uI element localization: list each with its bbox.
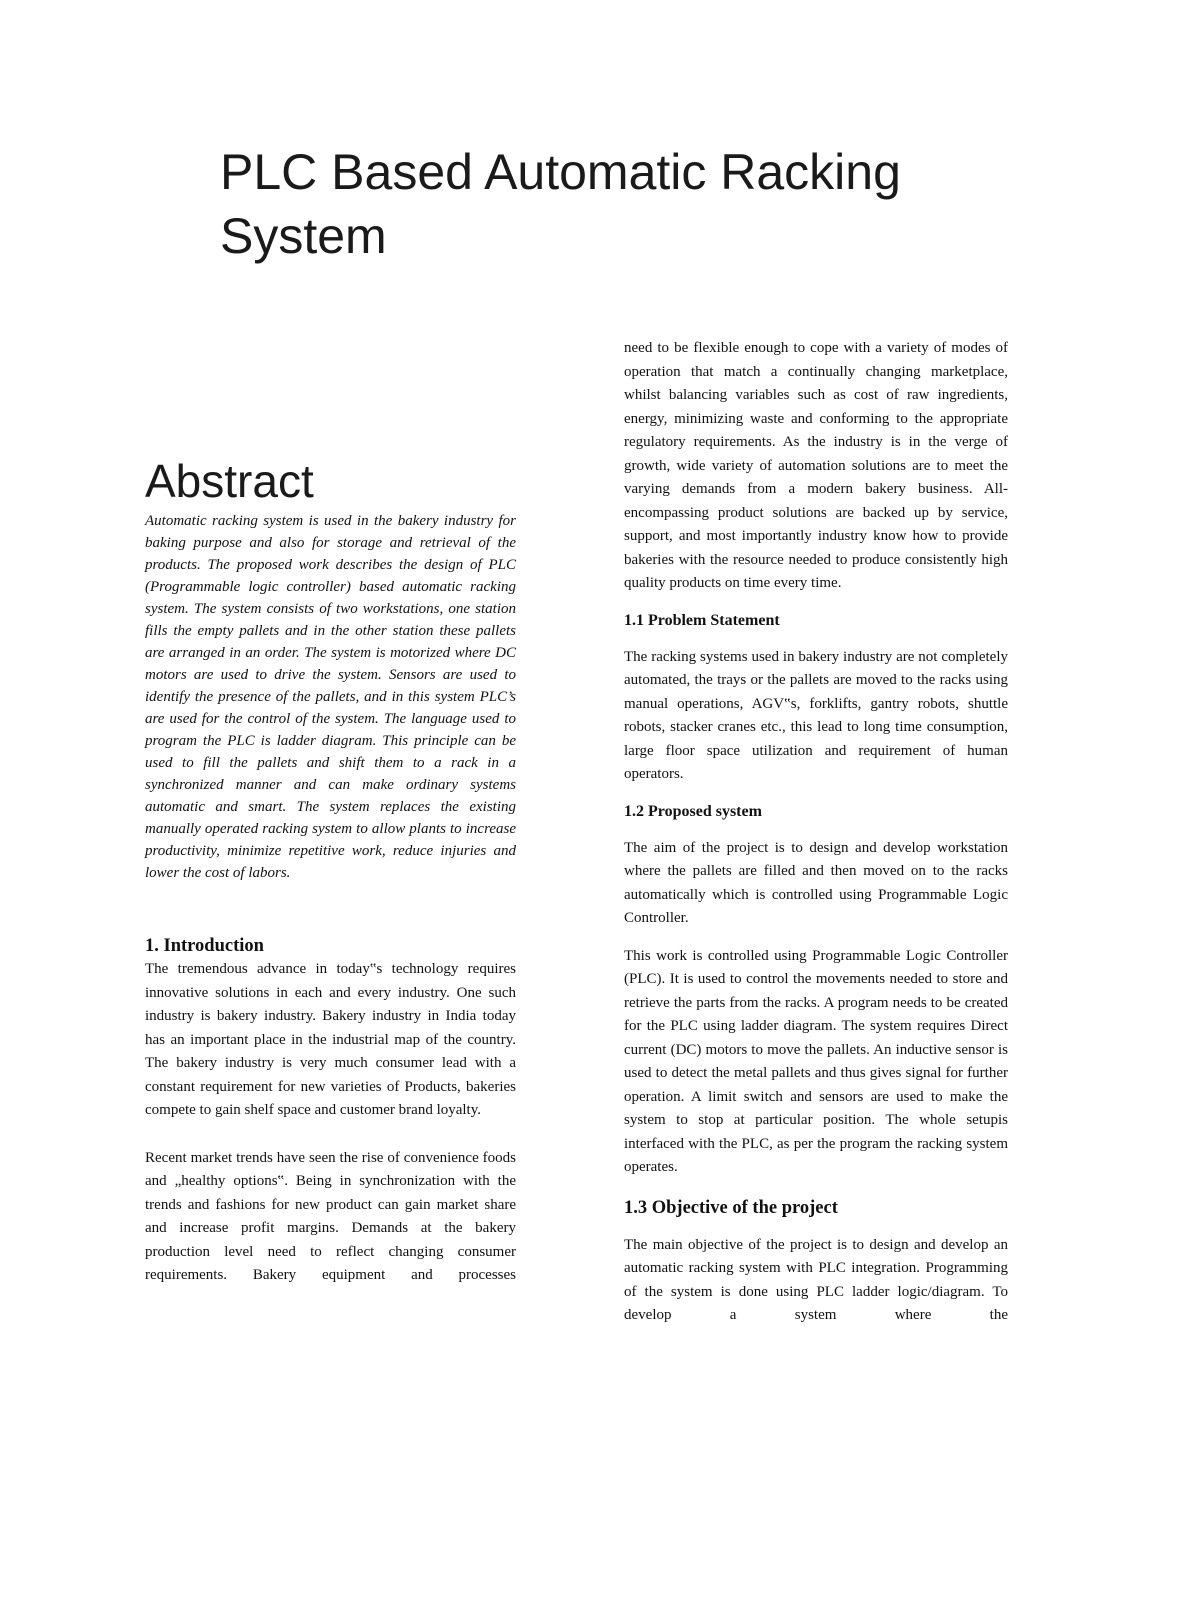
- problem-statement-heading: 1.1 Problem Statement: [624, 611, 780, 629]
- abstract-heading: Abstract: [145, 455, 314, 507]
- proposed-system-paragraph-2: This work is controlled using Programmable Logic Controller (PLC). It is used to control the movements needed to store and retrieve the parts from the racks. A program needs to be created for the PLC using ladder diagram. The system requires Direct current (DC) motors to move the pallets. An inductive sensor is used to detect the metal pallets and thus gives signal for further operation. A limit switch and sensors are used to make the system to stop at particular position. The whole setupis interfaced with the PLC, as per the program the racking system operates.: [624, 947, 1008, 1175]
- introduction-paragraph-2-continued: need to be flexible enough to cope with a variety of modes of operation that match a continually changing marketplace, whilst balancing variables such as cost of raw ingredients, energy, minimizing waste and conforming to the appropriate regulatory requirements. As the industry is in the verge of growth, wide variety of automation solutions are to meet the varying demands from a modern bakery business. All-encompassing product solutions are backed up by service, support, and most importantly industry know how to provide bakeries with the resource needed to produce consistently high quality products on time every time.: [624, 340, 1008, 591]
- introduction-heading: 1. Introduction: [145, 936, 264, 956]
- problem-statement-text: The racking systems used in bakery industry are not completely automated, the trays or the pallets are moved to the racks using manual operations, AGV‟s, forklifts, gantry robots, shuttle robots, stacker cranes etc., this lead to long time consumption, large floor space utilization and requirement of human operators.: [624, 648, 1008, 782]
- abstract-text: Automatic racking system is used in the bakery industry for baking purpose and also for storage and retrieval of the products. The proposed work describes the design of PLC (Programmable logic controller) based automatic racking system. The system consists of two workstations, one station fills the empty pallets and in the other station these pallets are arranged in an order. The system is motorized where DC motors are used to drive the system. Sensors are used to identify the presence of the pallets, and in this system PLC’s are used for the control of the system. The language used to program the PLC is ladder diagram. This principle can be used to fill the pallets and shift them to a rack in a synchronized manner and can make ordinary systems automatic and smart. The system replaces the existing manually operated racking system to allow plants to increase productivity, minimize repetitive work, reduce injuries and lower the cost of labors.: [145, 513, 516, 881]
- objective-text: The main objective of the project is to design and develop an automatic racking system with PLC integration. Programming of the system is done using PLC ladder logic/diagram. To develop a system where the: [624, 1236, 1008, 1323]
- right-column: [624, 337, 1008, 1328]
- introduction-paragraph-1: The tremendous advance in today‟s technology requires innovative solutions in each and every industry. One such industry is bakery industry. Bakery industry in India today has an important place in the industrial map of the country. The bakery industry is very much consumer lead with a constant requirement for new varieties of Products, bakeries compete to gain shelf space and customer brand loyalty.: [145, 961, 516, 1118]
- paper-title: PLC Based Automatic Racking System: [220, 144, 901, 264]
- introduction-paragraph-2: Recent market trends have seen the rise of convenience foods and „healthy options‟. Being in synchronization with the trends and fashions for new product can gain market share and increase profit margins. Demands at the bakery production level need to reflect changing consumer requirements. Bakery equipment and processes: [145, 1149, 516, 1283]
- proposed-system-heading: 1.2 Proposed system: [624, 802, 762, 820]
- left-column: [145, 452, 516, 1288]
- proposed-system-paragraph-1: The aim of the project is to design and develop workstation where the pallets are filled and then moved on to the racks automatically which is controlled using Programmable Logic Controller.: [624, 839, 1008, 926]
- objective-heading: 1.3 Objective of the project: [624, 1197, 838, 1218]
